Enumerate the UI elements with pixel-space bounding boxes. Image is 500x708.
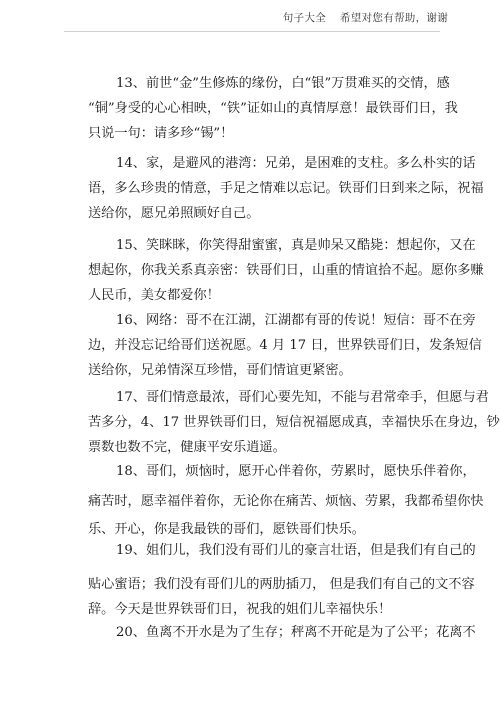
paragraph-line: 票数也数不完，健康平安乐逍遥。: [88, 440, 286, 455]
paragraph-line: 只说一句：请多珍“锡”！: [88, 126, 234, 141]
paragraph-16: [88, 308, 482, 383]
paragraph-line: 送给你，愿兄弟照顾好自己。: [88, 206, 260, 221]
paragraph-line: 边，并没忘记给哥们送祝愿。4 月 17 日，世界铁哥们日，发条短信: [88, 338, 482, 353]
paragraph-line: 语，多么珍贵的情意，手足之情难以忘记。铁哥们日到来之际，祝福: [88, 181, 484, 196]
paragraph-line: 19、姐们儿，我们没有哥们儿的豪言壮语，但是我们有自己的: [116, 543, 476, 558]
paragraph-line: “铜”身受的心心相映，“铁”证如山的真情厚意！最铁哥们日，我: [88, 101, 458, 116]
paragraph-line: 18、哥们，烦恼时，愿开心伴着你，劳累时，愿快乐伴着你，: [116, 464, 476, 479]
paragraph-19: [88, 538, 476, 622]
paragraph-line: 15、笑眯眯，你笑得甜蜜蜜，真是帅呆又酷毙：想起你，又在: [116, 238, 476, 253]
paragraph-line: 16、网络：哥不在江湖，江湖都有哥的传说！短信：哥不在旁: [116, 313, 476, 328]
paragraph-14: [88, 151, 484, 226]
paragraph-15: [88, 233, 484, 308]
paragraph-line: 想起你，你我关系真亲密：铁哥们日，山重的情谊拾不起。愿你多赚: [88, 263, 484, 278]
paragraph-line: 辞。今天是世界铁哥们日，祝我的姐们儿幸福快乐！: [88, 602, 392, 617]
page-header: [283, 10, 448, 25]
header-divider: [64, 31, 440, 32]
paragraph-13: [88, 71, 458, 146]
paragraph-line: 13、前世“金”生修炼的缘份，白“银”万贯难买的交情，感: [116, 76, 450, 91]
paragraph-17: [88, 385, 500, 460]
paragraph-18: [88, 459, 484, 542]
paragraph-line: 14、家，是避风的港湾：兄弟，是困难的支柱。多么朴实的话: [116, 156, 476, 171]
paragraph-line: 痛苦时，愿幸福伴着你，无论你在痛苦、烦恼、劳累，我都希望你快: [88, 494, 484, 509]
paragraph-line: 贴心蜜语；我们没有哥们儿的两肋插刀， 但是我们有自己的文不容: [88, 577, 475, 592]
paragraph-line: 人民币，美女都爱你！: [88, 288, 220, 303]
paragraph-line: 20、鱼离不开水是为了生存；秤离不开砣是为了公平；花离不: [116, 625, 476, 640]
paragraph-line: 送给你，兄弟情深互珍惜，哥们情谊更紧密。: [88, 363, 352, 378]
header-left-text: 句子大全: [282, 12, 326, 24]
paragraph-line: 苦多分，4、17 世界铁哥们日，短信祝福愿成真，幸福快乐在身边，钞: [88, 415, 500, 430]
paragraph-line: 乐、开心，你是我最铁的哥们，愿铁哥们快乐。: [88, 522, 365, 537]
paragraph-line: 17、哥们情意最浓，哥们心要先知，不能与君常牵手，但愿与君: [116, 390, 489, 405]
paragraph-20: [88, 620, 476, 645]
header-right-text: 希望对您有帮助，谢谢: [340, 12, 448, 24]
